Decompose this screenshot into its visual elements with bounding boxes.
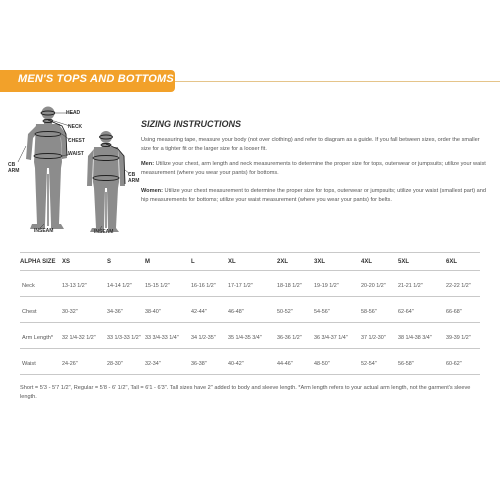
row-label-neck: Neck	[22, 283, 35, 289]
size-header-3xl: 3XL	[314, 259, 326, 265]
left-figure	[26, 107, 67, 230]
row-label-chest: Chest	[22, 309, 37, 315]
table-cell: 44-46"	[277, 361, 293, 367]
table-cell: 18-18 1/2"	[277, 283, 302, 289]
table-cell: 66-68"	[446, 309, 462, 315]
table-cell: 32-34"	[145, 361, 161, 367]
table-cell: 35 1/4-35 3/4"	[228, 335, 262, 341]
chart-bottom-rule	[20, 374, 480, 375]
table-cell: 33 1/3-33 1/2"	[107, 335, 141, 341]
table-cell: 58-56"	[361, 309, 377, 315]
table-cell: 52-54"	[361, 361, 377, 367]
instructions-title: SIZING INSTRUCTIONS	[141, 119, 242, 129]
waist-label: WAIST	[68, 151, 84, 157]
alpha-size-header: ALPHA SIZE	[20, 259, 56, 265]
table-cell: 20-20 1/2"	[361, 283, 386, 289]
row-label-arm-length: Arm Length*	[22, 335, 54, 341]
cb-arm-label-right: CB ARM	[128, 172, 140, 184]
table-cell: 30-32"	[62, 309, 78, 315]
table-cell: 40-42"	[228, 361, 244, 367]
section-title: MEN'S TOPS AND BOTTOMS	[18, 73, 174, 85]
cb-arm-label-left: CB ARM	[8, 162, 20, 174]
table-cell: 13-13 1/2"	[62, 283, 87, 289]
instructions-women	[141, 187, 486, 205]
size-footnote: Short = 5'3 - 5'7 1/2", Regular = 5'8 - 6' 1/2", Tall = 6'1 - 6'3". Tall sizes have 2" added to body and sleeve length. *Arm length refers to your actual arm length, not the garment's sleeve length.	[20, 385, 471, 400]
size-header-l: L	[191, 259, 195, 265]
table-cell: 16-16 1/2"	[191, 283, 216, 289]
table-cell: 60-62"	[446, 361, 462, 367]
table-cell: 28-30"	[107, 361, 123, 367]
chart-row-rule	[20, 322, 480, 323]
table-cell: 50-52"	[277, 309, 293, 315]
table-cell: 21-21 1/2"	[398, 283, 423, 289]
banner-divider	[175, 81, 500, 82]
size-header-5xl: 5XL	[398, 259, 410, 265]
table-cell: 42-44"	[191, 309, 207, 315]
chart-row-rule	[20, 296, 480, 297]
size-header-4xl: 4XL	[361, 259, 373, 265]
table-cell: 38-40"	[145, 309, 161, 315]
table-cell: 56-58"	[398, 361, 414, 367]
table-cell: 19-19 1/2"	[314, 283, 339, 289]
size-header-6xl: 6XL	[446, 259, 458, 265]
table-cell: 48-50"	[314, 361, 330, 367]
inseam-label-right: INSEAM	[94, 229, 114, 235]
men-label: Men:	[141, 161, 155, 167]
inseam-label-left: INSEAM	[34, 228, 54, 234]
table-cell: 36-38"	[191, 361, 207, 367]
table-cell: 15-15 1/2"	[145, 283, 170, 289]
size-header-xs: XS	[62, 259, 71, 265]
row-label-waist: Waist	[22, 361, 36, 367]
table-cell: 36-36 1/2"	[277, 335, 302, 341]
size-header-s: S	[107, 259, 112, 265]
size-header-2xl: 2XL	[277, 259, 289, 265]
table-cell: 36 3/4-37 1/4"	[314, 335, 348, 341]
table-cell: 39-39 1/2"	[446, 335, 471, 341]
instructions-men	[141, 160, 486, 178]
chart-top-rule	[20, 252, 480, 253]
size-header-m: M	[145, 259, 150, 265]
men-text: Utilize your chest, arm length and neck measurements to determine the proper size for tops, outerwear or jumpsuits; utilize your waist measurement (where you wear your pants) for bottoms.	[141, 161, 486, 176]
table-cell: 24-26"	[62, 361, 78, 367]
chest-label: CHEST	[68, 138, 85, 144]
table-cell: 32 1/4-32 1/2"	[62, 335, 96, 341]
size-header-xl: XL	[228, 259, 236, 265]
chart-header-rule	[20, 270, 480, 271]
table-cell: 62-64"	[398, 309, 414, 315]
table-cell: 38 1/4-38 3/4"	[398, 335, 432, 341]
table-cell: 34-36"	[107, 309, 123, 315]
section-banner	[0, 70, 175, 92]
measurement-figure	[8, 104, 140, 238]
chart-row-rule	[20, 348, 480, 349]
neck-label: NECK	[68, 124, 83, 130]
women-text: Utilize your chest measurement to determine the proper size for tops, outerwear or jumpsuits; utilize your waist (smallest part) and hip measurements for bottoms; utilize your waist measurement (where you wear your pants) for belts.	[141, 188, 486, 203]
table-cell: 37 1/2-30"	[361, 335, 386, 341]
table-cell: 17-17 1/2"	[228, 283, 253, 289]
instructions-intro: Using measuring tape, measure your body (not over clothing) and refer to diagram as a guide. If you fall between sizes, order the smaller size for a tighter fit or the larger size for a looser fit.	[141, 137, 480, 152]
head-label: HEAD	[66, 110, 81, 116]
table-cell: 22-22 1/2"	[446, 283, 471, 289]
table-cell: 14-14 1/2"	[107, 283, 132, 289]
table-cell: 46-48"	[228, 309, 244, 315]
women-label: Women:	[141, 188, 163, 194]
table-cell: 33 3/4-33 1/4"	[145, 335, 179, 341]
table-cell: 54-56"	[314, 309, 330, 315]
table-cell: 34 1/2-35"	[191, 335, 216, 341]
